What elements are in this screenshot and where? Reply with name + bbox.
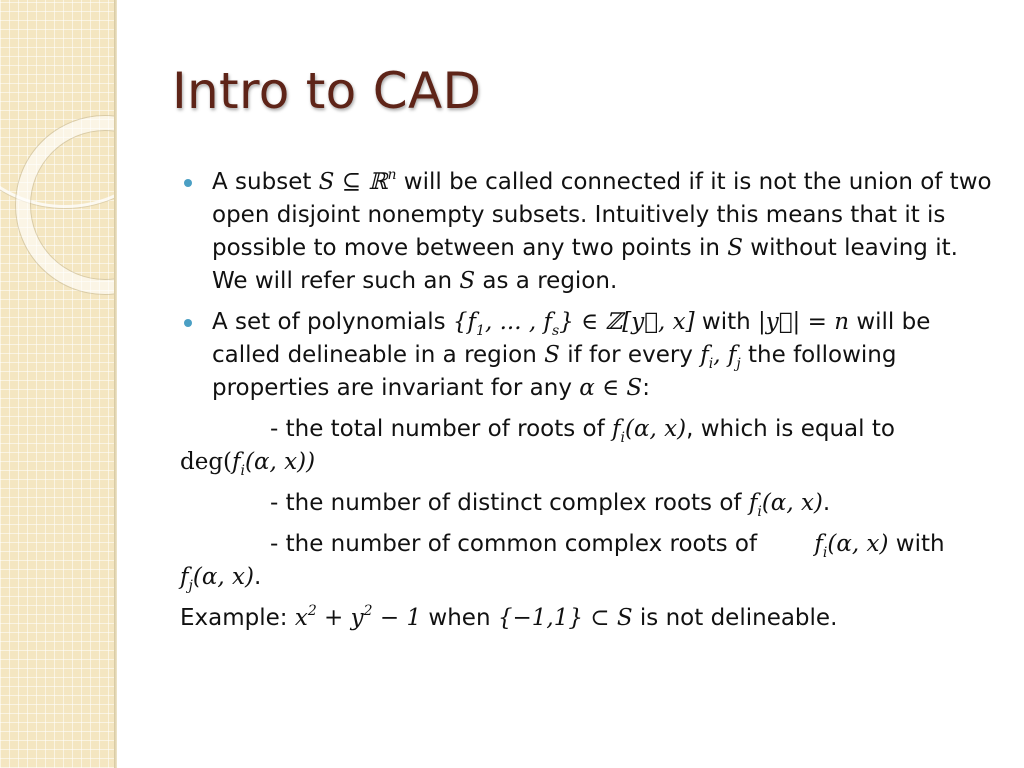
text-run: - the number of common complex roots of bbox=[270, 531, 765, 557]
text-run: when bbox=[421, 605, 498, 631]
property-common-roots bbox=[180, 528, 992, 594]
text-run: will be called delineable in a region bbox=[212, 309, 931, 368]
bullet-dot-icon bbox=[184, 179, 192, 187]
text-run: the following properties are invariant for any bbox=[212, 342, 897, 401]
math-run: S bbox=[459, 268, 476, 294]
text-run: without leaving it. We will refer such an bbox=[212, 235, 958, 294]
math-run: $f_j(\alpha$, x) bbox=[180, 564, 254, 594]
text-run: is not delineable. bbox=[632, 605, 838, 631]
text-run: , which is equal to bbox=[686, 416, 895, 442]
math-run: {−1,1} ⊂ S bbox=[497, 605, 633, 631]
math-run: {$f_1$, ... , $f_s$} ∈ ℤ[y⃗, x] bbox=[452, 309, 695, 339]
text-run: . bbox=[253, 564, 262, 590]
bullet-dot-icon bbox=[184, 319, 192, 327]
bullet-connected-definition bbox=[180, 166, 992, 298]
math-run: $f_i(\alpha$, x) bbox=[814, 531, 889, 561]
decorative-sidebar bbox=[0, 0, 114, 768]
math-run: deg( bbox=[180, 449, 233, 475]
bullet-delineable-definition bbox=[180, 306, 992, 405]
text-run: - the number of distinct complex roots of bbox=[270, 490, 749, 516]
sidebar-divider bbox=[114, 0, 117, 768]
math-run: |y⃗| = n bbox=[758, 309, 850, 335]
slide-body bbox=[180, 166, 992, 643]
math-run: $x^2 + y^2 - 1$ bbox=[294, 603, 422, 631]
math-run: $f_i(\alpha$, x) bbox=[748, 490, 823, 520]
slide-title: Intro to CAD bbox=[172, 62, 482, 120]
math-run: α ∈ S bbox=[579, 375, 643, 401]
text-run: . bbox=[822, 490, 831, 516]
math-run: S bbox=[727, 235, 743, 261]
text-run: A set of polynomials bbox=[212, 309, 453, 335]
example-line bbox=[180, 602, 992, 635]
text-run: : bbox=[642, 375, 650, 401]
property-distinct-roots bbox=[180, 487, 992, 520]
text-run: - the total number of roots of bbox=[270, 416, 613, 442]
math-run: $f_i$, $f_j$ bbox=[700, 342, 741, 372]
math-run: S bbox=[544, 342, 560, 368]
text-run: as a region. bbox=[475, 268, 618, 294]
text-run: A subset bbox=[212, 169, 319, 195]
math-run: $f_i(\alpha$, x) bbox=[612, 416, 687, 446]
math-run: S ⊆ ℝ$^n$ bbox=[318, 167, 397, 195]
text-run: with bbox=[694, 309, 758, 335]
text-run: Example: bbox=[180, 605, 295, 631]
math-run: $f_i(\alpha$, x)) bbox=[232, 449, 316, 479]
text-run: with bbox=[888, 531, 945, 557]
text-run: if for every bbox=[559, 342, 701, 368]
property-total-roots bbox=[180, 413, 992, 479]
text-run: will be called connected if it is not the union of two open disjoint nonempty subsets. Intuitively this means that it is possible to move between any two points in bbox=[212, 169, 992, 261]
